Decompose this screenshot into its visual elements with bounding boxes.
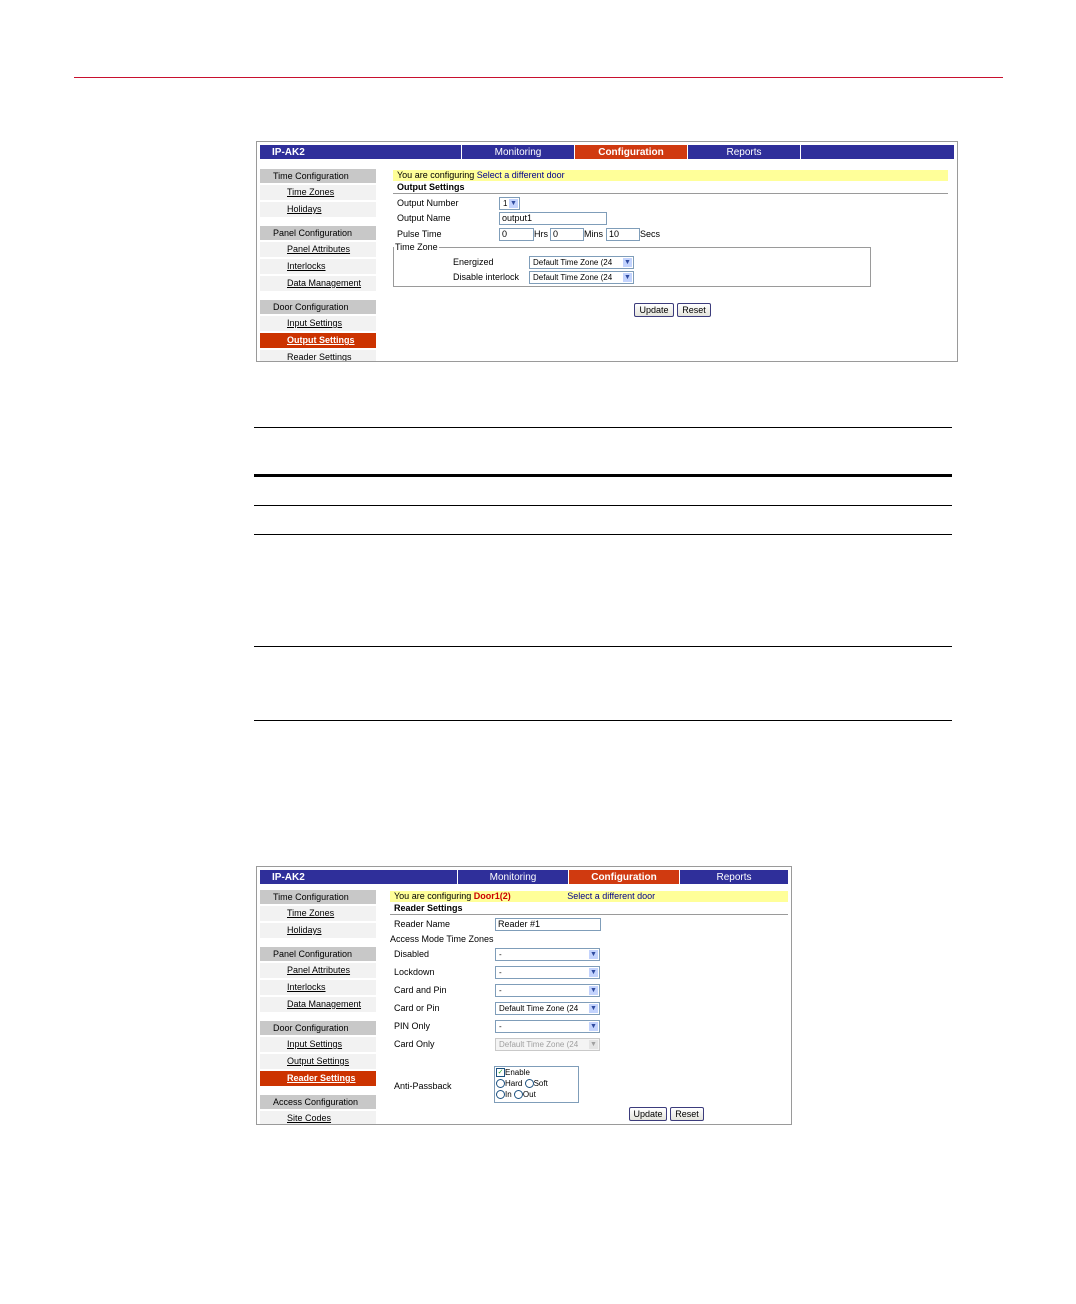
nav-filler <box>800 145 954 159</box>
chevron-down-icon: ▼ <box>590 1005 597 1012</box>
banner-prefix: You are configuring <box>397 170 475 180</box>
sidebar-menu <box>260 169 376 362</box>
sidebar-item-data-management[interactable]: Data Management <box>260 997 376 1012</box>
disable-interlock-label: Disable interlock <box>453 272 520 282</box>
configuring-banner <box>390 891 788 902</box>
sidebar-heading-time-configuration: Time Configuration <box>260 169 376 183</box>
sidebar-menu <box>260 890 376 1125</box>
enable-row <box>495 1067 578 1078</box>
sidebar-item-reader-settings[interactable]: Reader Settings <box>260 1071 376 1086</box>
table-rule <box>254 427 952 428</box>
mode-card-only-label: Card Only <box>394 1039 435 1049</box>
in-radio[interactable] <box>496 1090 505 1099</box>
reset-button[interactable]: Reset <box>670 1107 704 1121</box>
sidebar-item-time-zones[interactable]: Time Zones <box>260 185 376 200</box>
sidebar-item-holidays[interactable]: Holidays <box>260 202 376 217</box>
mode-disabled-select[interactable]: - ▼ <box>495 948 600 961</box>
sidebar-heading-door-configuration: Door Configuration <box>260 1021 376 1035</box>
sidebar-item-panel-attributes[interactable]: Panel Attributes <box>260 963 376 978</box>
tab-configuration[interactable]: Configuration <box>574 145 687 159</box>
sidebar-heading-panel-configuration: Panel Configuration <box>260 226 376 240</box>
header-rule <box>74 77 1003 78</box>
chevron-down-icon: ▼ <box>510 200 517 207</box>
sidebar-item-panel-attributes[interactable]: Panel Attributes <box>260 242 376 257</box>
sidebar-item-data-management[interactable]: Data Management <box>260 276 376 291</box>
current-door: Door1(2) <box>473 891 511 901</box>
update-button[interactable]: Update <box>634 303 674 317</box>
sidebar-item-interlocks[interactable]: Interlocks <box>260 980 376 995</box>
table-rule <box>254 534 952 535</box>
enable-checkbox[interactable]: ✓ <box>497 1069 504 1077</box>
sidebar-item-interlocks[interactable]: Interlocks <box>260 259 376 274</box>
hard-label: Hard <box>505 1079 523 1088</box>
chevron-down-icon: ▼ <box>624 274 631 281</box>
in-label: In <box>505 1090 512 1099</box>
reset-button[interactable]: Reset <box>677 303 711 317</box>
mode-card-and-pin-select[interactable]: - ▼ <box>495 984 600 997</box>
top-nav-bar <box>260 145 954 159</box>
section-title: Reader Settings <box>390 902 788 915</box>
anti-passback-label: Anti-Passback <box>394 1081 452 1091</box>
sidebar-item-input-settings[interactable]: Input Settings <box>260 316 376 331</box>
mode-card-or-pin-select[interactable]: Default Time Zone (24 ▼ <box>495 1002 600 1015</box>
tab-monitoring[interactable]: Monitoring <box>461 145 574 159</box>
disable-interlock-select[interactable]: Default Time Zone (24 ▼ <box>529 271 634 284</box>
table-rule <box>254 505 952 506</box>
chevron-down-icon: ▼ <box>590 951 597 958</box>
top-nav-bar <box>260 870 788 884</box>
sidebar-heading-time-configuration: Time Configuration <box>260 890 376 904</box>
table-rule <box>254 720 952 721</box>
sidebar-item-holidays[interactable]: Holidays <box>260 923 376 938</box>
pulse-time-label: Pulse Time <box>397 229 442 239</box>
reader-settings-screenshot <box>256 866 792 1125</box>
energized-select[interactable]: Default Time Zone (24 ▼ <box>529 256 634 269</box>
access-mode-heading: Access Mode Time Zones <box>390 934 494 944</box>
soft-radio[interactable] <box>525 1079 534 1088</box>
hrs-unit: Hrs <box>534 229 548 239</box>
reader-name-input[interactable]: Reader #1 <box>495 918 601 931</box>
output-name-input[interactable]: output1 <box>499 212 607 225</box>
update-button[interactable]: Update <box>629 1107 667 1121</box>
sidebar-item-input-settings[interactable]: Input Settings <box>260 1037 376 1052</box>
table-rule <box>254 474 952 477</box>
output-number-select[interactable]: 1 ▼ <box>499 197 520 210</box>
out-label: Out <box>522 1090 536 1099</box>
chevron-down-icon: ▼ <box>624 259 631 266</box>
tab-reports[interactable]: Reports <box>679 870 788 884</box>
hard-radio[interactable] <box>496 1079 505 1088</box>
secs-unit: Secs <box>640 229 661 239</box>
output-number-label: Output Number <box>397 198 459 208</box>
output-settings-screenshot <box>256 141 958 362</box>
sidebar-item-output-settings[interactable]: Output Settings <box>260 1054 376 1069</box>
pulse-mins-input[interactable]: 0 <box>550 228 584 241</box>
mins-unit: Mins <box>584 229 604 239</box>
soft-label: Soft <box>533 1079 548 1088</box>
section-title: Output Settings <box>393 181 948 194</box>
pulse-secs-input[interactable]: 10 <box>606 228 640 241</box>
mode-disabled-label: Disabled <box>394 949 430 959</box>
mode-lockdown-select[interactable]: - ▼ <box>495 966 600 979</box>
reader-name-label: Reader Name <box>394 919 451 929</box>
mode-lockdown-label: Lockdown <box>394 967 435 977</box>
chevron-down-icon: ▼ <box>590 1041 597 1048</box>
output-name-label: Output Name <box>397 213 451 223</box>
sidebar-heading-door-configuration: Door Configuration <box>260 300 376 314</box>
sidebar-item-reader-settings[interactable]: Reader Settings <box>260 350 376 362</box>
tab-reports[interactable]: Reports <box>687 145 800 159</box>
out-radio[interactable] <box>514 1090 523 1099</box>
reader-settings-panel <box>390 891 788 1121</box>
tab-monitoring[interactable]: Monitoring <box>457 870 568 884</box>
banner-prefix: You are configuring <box>394 891 472 901</box>
select-different-door-link[interactable]: Select a different door <box>567 891 656 901</box>
chevron-down-icon: ▼ <box>590 987 597 994</box>
chevron-down-icon: ▼ <box>590 1023 597 1030</box>
anti-passback-box <box>494 1066 579 1103</box>
chevron-down-icon: ▼ <box>590 969 597 976</box>
sidebar-heading-panel-configuration: Panel Configuration <box>260 947 376 961</box>
energized-label: Energized <box>453 257 494 267</box>
configuring-banner <box>393 170 948 181</box>
mode-card-or-pin-label: Card or Pin <box>394 1003 440 1013</box>
mode-card-and-pin-label: Card and Pin <box>394 985 447 995</box>
enable-label: Enable <box>505 1068 530 1077</box>
brand-logo: IP-AK2 <box>272 146 305 158</box>
mode-pin-only-label: PIN Only <box>394 1021 431 1031</box>
tab-configuration[interactable]: Configuration <box>568 870 679 884</box>
table-rule <box>254 646 952 647</box>
in-out-row <box>495 1089 578 1100</box>
sidebar-item-output-settings[interactable]: Output Settings <box>260 333 376 348</box>
sidebar-heading-access-configuration: Access Configuration <box>260 1095 376 1109</box>
output-settings-panel <box>393 170 948 360</box>
pulse-hrs-input[interactable]: 0 <box>499 228 534 241</box>
mode-card-only-select: Default Time Zone (24 ▼ <box>495 1038 600 1051</box>
time-zone-legend: Time Zone <box>395 242 438 252</box>
mode-pin-only-select[interactable]: - ▼ <box>495 1020 600 1033</box>
hard-soft-row <box>495 1078 578 1089</box>
brand-logo: IP-AK2 <box>272 871 305 883</box>
sidebar-item-site-codes[interactable]: Site Codes <box>260 1111 376 1125</box>
select-different-door-link[interactable]: Select a different door <box>476 170 565 180</box>
sidebar-item-time-zones[interactable]: Time Zones <box>260 906 376 921</box>
